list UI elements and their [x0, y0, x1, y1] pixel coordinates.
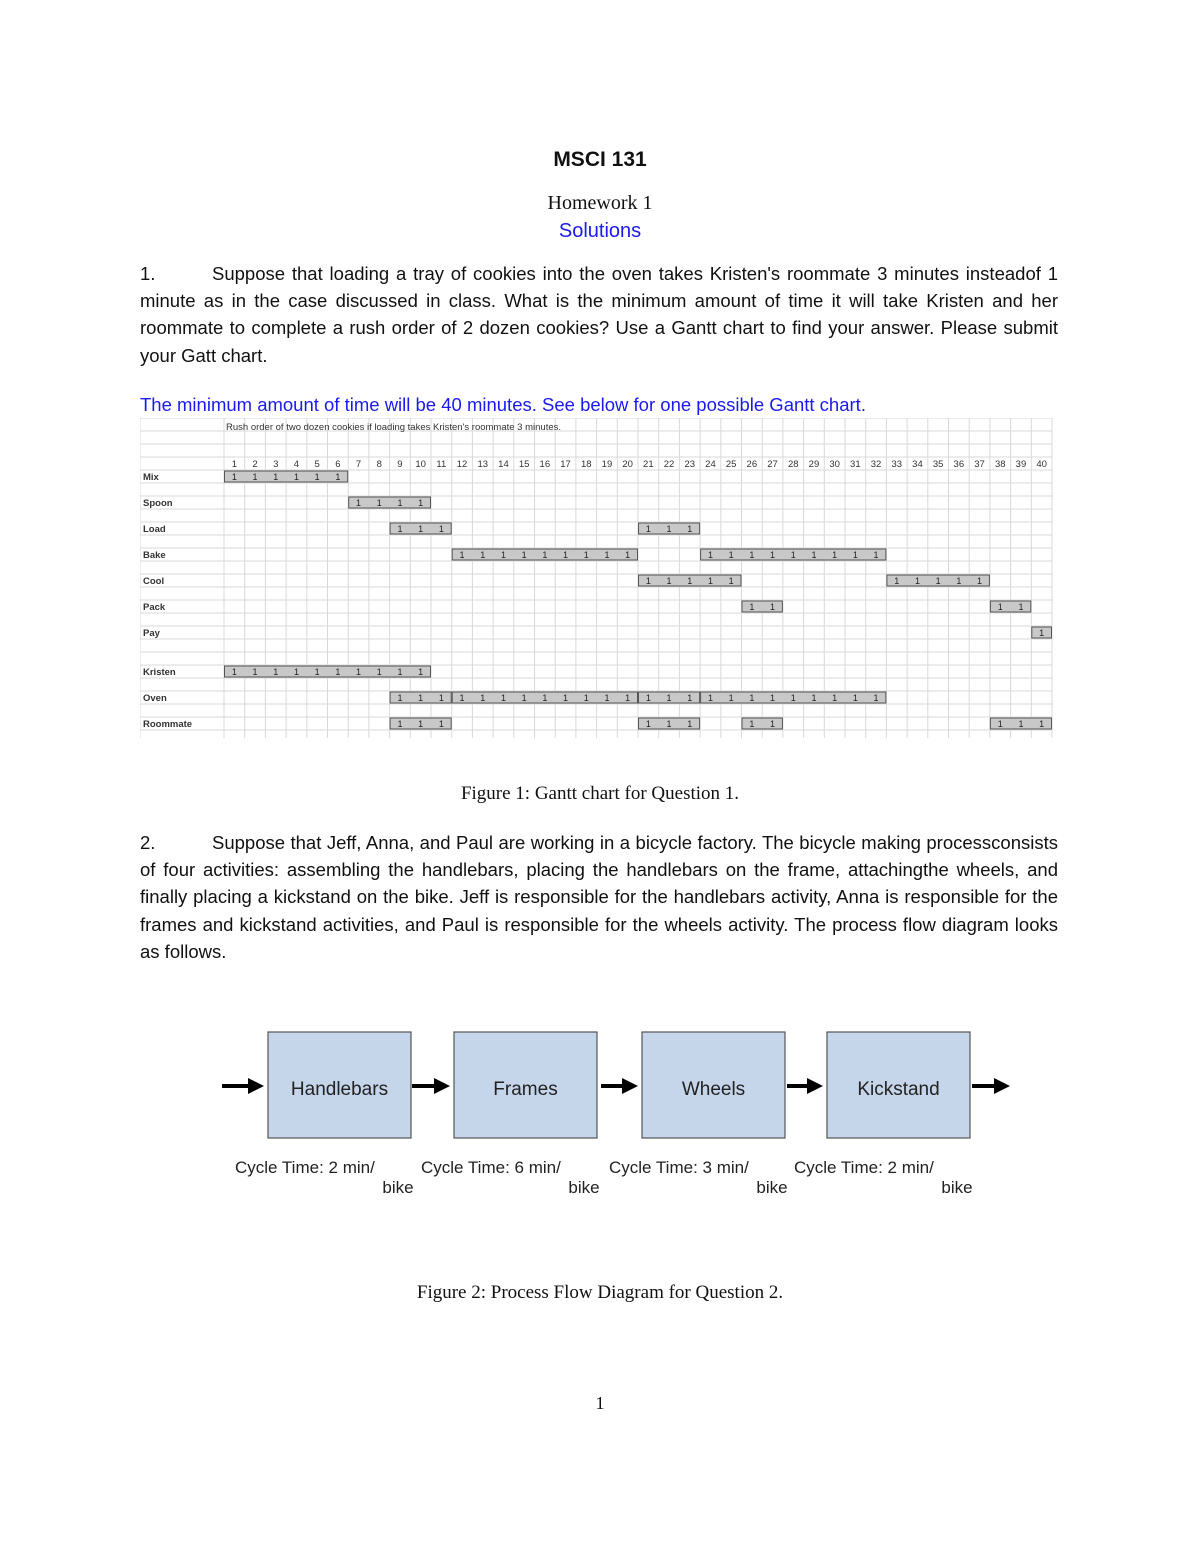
- homework-title: Homework 1: [547, 192, 653, 214]
- gantt-cell-value: 1: [790, 550, 796, 560]
- question-2-number: 2.: [140, 832, 156, 853]
- gantt-cell-value: 1: [583, 693, 589, 703]
- gantt-cell-value: 1: [997, 602, 1003, 612]
- question-1-answer: The minimum amount of time will be 40 minutes. See below for one possible Gantt chart.: [140, 394, 866, 415]
- gantt-chart: [140, 418, 1055, 738]
- gantt-title: Rush order of two dozen cookies if loading takes Kristen's roommate 3 minutes.: [226, 422, 562, 433]
- gantt-cell-value: 1: [645, 524, 651, 534]
- gantt-column-label: 36: [953, 459, 965, 470]
- gantt-row-label: Kristen: [143, 667, 176, 678]
- gantt-cell-value: 1: [397, 524, 403, 534]
- figure-1-caption: Figure 1: Gantt chart for Question 1.: [460, 783, 740, 804]
- gantt-cell-value: 1: [832, 550, 838, 560]
- gantt-cell-value: 1: [749, 602, 755, 612]
- gantt-column-label: 14: [498, 459, 509, 470]
- flow-cycle-unit: bike: [941, 1178, 973, 1197]
- question-2: [140, 829, 1058, 965]
- gantt-column-label: 30: [829, 459, 840, 470]
- gantt-column-label: 23: [684, 459, 696, 470]
- flow-cycle-unit: bike: [568, 1178, 600, 1197]
- gantt-column-label: 33: [891, 459, 903, 470]
- gantt-cell-value: 1: [418, 667, 424, 677]
- gantt-column-label: 1: [231, 459, 237, 470]
- gantt-row-label: Pay: [143, 628, 160, 639]
- gantt-column-label: 31: [850, 459, 861, 470]
- flow-cycle-time: Cycle Time: 2 min/: [794, 1158, 934, 1177]
- gantt-column-label: 38: [994, 459, 1006, 470]
- gantt-column-label: 39: [1015, 459, 1027, 470]
- gantt-cell-value: 1: [480, 693, 486, 703]
- gantt-cell-value: 1: [770, 602, 776, 612]
- flow-cycle-time: Cycle Time: 6 min/: [421, 1158, 561, 1177]
- flow-cycle-time: Cycle Time: 2 min/: [235, 1158, 375, 1177]
- gantt-cell-value: 1: [1039, 628, 1045, 638]
- gantt-cell-value: 1: [666, 719, 672, 729]
- gantt-cell-value: 1: [811, 693, 817, 703]
- page-number: 1: [595, 1393, 605, 1413]
- gantt-column-label: 13: [477, 459, 489, 470]
- gantt-cell-value: 1: [749, 550, 755, 560]
- gantt-cell-value: 1: [894, 576, 900, 586]
- gantt-column-label: 37: [974, 459, 985, 470]
- gantt-cell-value: 1: [997, 719, 1003, 729]
- gantt-cell-value: 1: [500, 693, 506, 703]
- question-1-text: Suppose that loading a tray of cookies into the oven takes Kristen's roommate 3 minutes insteadof 1 minute as in the case discussed in class. What is the minimum amount of time it will take Kristen and her roommate to complete a rush order of 2 dozen cookies? Use a Gantt chart to find your answer. Please submit your Gatt chart.: [140, 263, 1058, 366]
- gantt-cell-value: 1: [749, 693, 755, 703]
- gantt-cell-value: 1: [728, 693, 734, 703]
- gantt-column-label: 9: [397, 459, 403, 470]
- gantt-column-label: 29: [808, 459, 820, 470]
- gantt-cell-value: 1: [438, 693, 444, 703]
- gantt-column-label: 15: [518, 459, 530, 470]
- gantt-cell-value: 1: [790, 693, 796, 703]
- gantt-cell-value: 1: [480, 550, 486, 560]
- gantt-cell-value: 1: [687, 719, 693, 729]
- gantt-cell-value: 1: [666, 693, 672, 703]
- gantt-column-label: 26: [746, 459, 758, 470]
- gantt-column-label: 7: [355, 459, 362, 470]
- gantt-cell-value: 1: [335, 472, 341, 482]
- gantt-row-label: Pack: [143, 602, 166, 613]
- gantt-cell-value: 1: [521, 693, 527, 703]
- flow-step-label: Wheels: [681, 1079, 746, 1100]
- gantt-cell-value: 1: [625, 693, 631, 703]
- gantt-column-label: 3: [273, 459, 279, 470]
- gantt-bar: [225, 471, 348, 482]
- flow-step-label: Handlebars: [290, 1079, 389, 1100]
- gantt-cell-value: 1: [852, 693, 858, 703]
- question-1-number: 1.: [140, 263, 156, 284]
- gantt-row-label: Load: [143, 524, 166, 535]
- gantt-cell-value: 1: [873, 550, 879, 560]
- gantt-row-label: Roommate: [143, 719, 193, 730]
- flow-arrow-head: [994, 1078, 1010, 1094]
- gantt-column-label: 24: [705, 459, 716, 470]
- gantt-bar: [742, 718, 782, 729]
- solutions-heading: Solutions: [558, 220, 642, 242]
- gantt-cell-value: 1: [231, 667, 237, 677]
- gantt-cell-value: 1: [914, 576, 920, 586]
- gantt-column-label: 40: [1036, 459, 1047, 470]
- gantt-row-label: Bake: [143, 550, 166, 561]
- gantt-cell-value: 1: [1018, 719, 1024, 729]
- gantt-cell-value: 1: [397, 667, 403, 677]
- gantt-cell-value: 1: [356, 498, 362, 508]
- gantt-cell-value: 1: [1039, 719, 1045, 729]
- gantt-bar: [742, 601, 782, 612]
- gantt-cell-value: 1: [293, 472, 299, 482]
- gantt-column-label: 19: [601, 459, 613, 470]
- gantt-cell-value: 1: [542, 550, 548, 560]
- gantt-cell-value: 1: [563, 550, 569, 560]
- gantt-cell-value: 1: [1018, 602, 1024, 612]
- gantt-cell-value: 1: [604, 693, 610, 703]
- gantt-column-label: 27: [767, 459, 778, 470]
- gantt-cell-value: 1: [252, 472, 258, 482]
- gantt-cell-value: 1: [500, 550, 506, 560]
- gantt-cell-value: 1: [376, 498, 382, 508]
- gantt-cell-value: 1: [728, 576, 734, 586]
- gantt-cell-value: 1: [314, 472, 320, 482]
- gantt-cell-value: 1: [459, 693, 465, 703]
- gantt-cell-value: 1: [376, 667, 382, 677]
- gantt-column-label: 25: [725, 459, 737, 470]
- gantt-cell-value: 1: [314, 667, 320, 677]
- flow-arrow-head: [434, 1078, 450, 1094]
- gantt-column-label: 12: [456, 459, 468, 470]
- process-flow-diagram: [210, 1020, 1030, 1210]
- gantt-cell-value: 1: [252, 667, 258, 677]
- question-1: [140, 260, 1058, 369]
- gantt-cell-value: 1: [977, 576, 983, 586]
- flow-arrow-head: [807, 1078, 823, 1094]
- gantt-cell-value: 1: [770, 693, 776, 703]
- course-title: MSCI 131: [553, 148, 647, 171]
- gantt-column-label: 11: [436, 459, 447, 470]
- gantt-cell-value: 1: [418, 693, 424, 703]
- gantt-cell-value: 1: [293, 667, 299, 677]
- gantt-cell-value: 1: [397, 498, 403, 508]
- gantt-row-label: Spoon: [143, 498, 173, 509]
- gantt-column-label: 8: [376, 459, 382, 470]
- gantt-column-label: 17: [560, 459, 571, 470]
- gantt-column-label: 16: [539, 459, 551, 470]
- gantt-cell-value: 1: [749, 719, 755, 729]
- flow-cycle-time: Cycle Time: 3 min/: [609, 1158, 749, 1177]
- gantt-cell-value: 1: [687, 693, 693, 703]
- question-2-text: Suppose that Jeff, Anna, and Paul are working in a bicycle factory. The bicycle making processconsists of four activities: assembling the handlebars, placing the handlebars on the frame, attachingthe wheels, and finally placing a kickstand on the bike. Jeff is responsible for the handlebars activity, Anna is responsible for the frames and kickstand activities, and Paul is responsible for the wheels activity. The process flow diagram looks as follows.: [140, 832, 1058, 962]
- flow-cycle-unit: bike: [382, 1178, 414, 1197]
- gantt-cell-value: 1: [873, 693, 879, 703]
- gantt-row-label: Cool: [143, 576, 165, 587]
- gantt-cell-value: 1: [770, 550, 776, 560]
- gantt-cell-value: 1: [418, 719, 424, 729]
- gantt-cell-value: 1: [935, 576, 941, 586]
- gantt-cell-value: 1: [645, 719, 651, 729]
- gantt-cell-value: 1: [583, 550, 589, 560]
- gantt-column-label: 5: [314, 459, 320, 470]
- gantt-cell-value: 1: [707, 693, 713, 703]
- gantt-cell-value: 1: [852, 550, 858, 560]
- gantt-column-label: 20: [622, 459, 633, 470]
- gantt-cell-value: 1: [604, 550, 610, 560]
- gantt-cell-value: 1: [832, 693, 838, 703]
- gantt-cell-value: 1: [397, 719, 403, 729]
- gantt-column-label: 4: [293, 459, 300, 470]
- gantt-cell-value: 1: [687, 524, 693, 534]
- gantt-cell-value: 1: [356, 667, 362, 677]
- gantt-column-label: 10: [415, 459, 426, 470]
- gantt-cell-value: 1: [645, 693, 651, 703]
- gantt-cell-value: 1: [728, 550, 734, 560]
- flow-arrow-head: [622, 1078, 638, 1094]
- gantt-bar: [990, 601, 1030, 612]
- flow-step-label: Frames: [493, 1079, 558, 1100]
- gantt-cell-value: 1: [397, 693, 403, 703]
- gantt-cell-value: 1: [687, 576, 693, 586]
- gantt-cell-value: 1: [459, 550, 465, 560]
- flow-step-label: Kickstand: [857, 1079, 940, 1100]
- gantt-column-label: 2: [252, 459, 258, 470]
- flow-arrow-head: [248, 1078, 264, 1094]
- gantt-cell-value: 1: [563, 693, 569, 703]
- gantt-cell-value: 1: [666, 524, 672, 534]
- gantt-column-label: 32: [870, 459, 882, 470]
- gantt-cell-value: 1: [707, 576, 713, 586]
- gantt-cell-value: 1: [438, 719, 444, 729]
- flow-cycle-unit: bike: [756, 1178, 788, 1197]
- figure-2-caption: Figure 2: Process Flow Diagram for Question 2.: [416, 1282, 784, 1303]
- gantt-cell-value: 1: [625, 550, 631, 560]
- gantt-column-label: 21: [643, 459, 654, 470]
- gantt-column-label: 34: [912, 459, 923, 470]
- gantt-cell-value: 1: [666, 576, 672, 586]
- gantt-cell-value: 1: [418, 524, 424, 534]
- gantt-cell-value: 1: [811, 550, 817, 560]
- gantt-column-label: 28: [787, 459, 799, 470]
- gantt-column-label: 35: [932, 459, 944, 470]
- gantt-row-label: Mix: [143, 472, 159, 483]
- gantt-cell-value: 1: [418, 498, 424, 508]
- gantt-column-label: 18: [580, 459, 592, 470]
- gantt-cell-value: 1: [707, 550, 713, 560]
- gantt-cell-value: 1: [335, 667, 341, 677]
- gantt-cell-value: 1: [438, 524, 444, 534]
- gantt-cell-value: 1: [273, 667, 279, 677]
- gantt-cell-value: 1: [542, 693, 548, 703]
- gantt-cell-value: 1: [521, 550, 527, 560]
- gantt-cell-value: 1: [273, 472, 279, 482]
- gantt-cell-value: 1: [770, 719, 776, 729]
- gantt-cell-value: 1: [956, 576, 962, 586]
- gantt-row-label: Oven: [143, 693, 167, 704]
- gantt-column-label: 22: [663, 459, 675, 470]
- gantt-cell-value: 1: [231, 472, 237, 482]
- gantt-cell-value: 1: [645, 576, 651, 586]
- gantt-column-label: 6: [335, 459, 341, 470]
